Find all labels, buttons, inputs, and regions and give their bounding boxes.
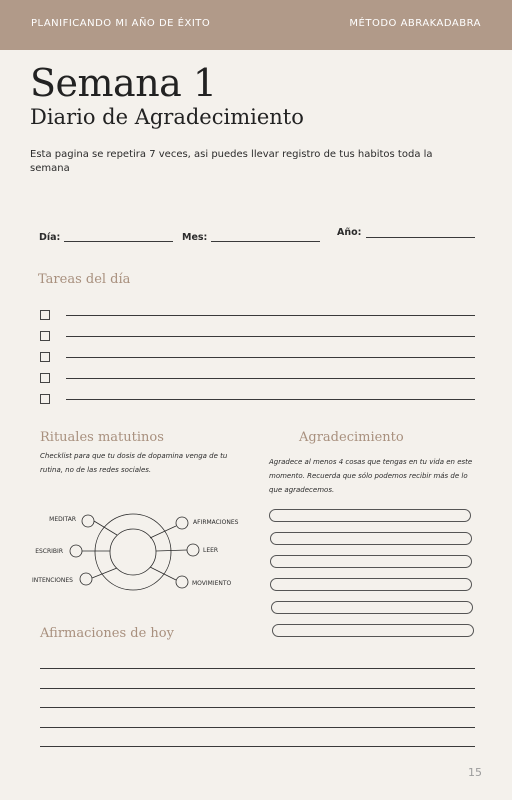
task-checkbox[interactable] bbox=[40, 331, 50, 341]
task-checkbox[interactable] bbox=[40, 310, 50, 320]
gratitude-entry-field[interactable] bbox=[269, 509, 471, 522]
ritual-intenciones-label: INTENCIONES bbox=[32, 577, 73, 584]
ritual-movimiento-checkbox[interactable] bbox=[176, 576, 188, 588]
ritual-movimiento-label: MOVIMIENTO bbox=[192, 580, 232, 587]
page-title: Semana 1 bbox=[30, 61, 217, 105]
header-bar bbox=[0, 0, 512, 50]
affirmation-line[interactable] bbox=[40, 727, 475, 728]
ritual-escribir-checkbox[interactable] bbox=[70, 545, 82, 557]
affirmations-section-title: Afirmaciones de hoy bbox=[40, 626, 174, 641]
ritual-leer-label: LEER bbox=[203, 547, 219, 554]
ritual-escribir-label: ESCRIBIR bbox=[35, 548, 63, 555]
gratitude-entry-field[interactable] bbox=[271, 601, 473, 614]
year-label: Año: bbox=[337, 227, 362, 238]
month-label: Mes: bbox=[182, 232, 208, 243]
task-checkbox[interactable] bbox=[40, 352, 50, 362]
rituals-note: Checklist para que tu dosis de dopamina venga de tu rutina, no de las redes sociales. bbox=[40, 452, 228, 474]
ritual-intenciones-checkbox[interactable] bbox=[80, 573, 92, 585]
tasks-section-title: Tareas del día bbox=[38, 272, 131, 287]
header-right-title: MÉTODO ABRAKADABRA bbox=[349, 18, 481, 29]
rituals-outer-ring bbox=[95, 514, 171, 590]
task-line[interactable] bbox=[66, 399, 475, 400]
ritual-meditar-label: MEDITAR bbox=[49, 516, 76, 523]
task-checkbox[interactable] bbox=[40, 373, 50, 383]
gratitude-section-title: Agradecimiento bbox=[299, 430, 404, 445]
task-line[interactable] bbox=[66, 357, 475, 358]
ritual-meditar-checkbox[interactable] bbox=[82, 515, 94, 527]
gratitude-entry-field[interactable] bbox=[270, 578, 472, 591]
task-line[interactable] bbox=[66, 336, 475, 337]
task-line[interactable] bbox=[66, 378, 475, 379]
page-number: 15 bbox=[468, 766, 482, 779]
gratitude-entry-field[interactable] bbox=[270, 555, 472, 568]
ritual-afirmaciones-label: AFIRMACIONES bbox=[193, 519, 239, 526]
day-label: Día: bbox=[39, 232, 61, 243]
month-field-line[interactable] bbox=[211, 241, 320, 242]
rituals-diagram bbox=[0, 500, 250, 600]
year-field-line[interactable] bbox=[366, 237, 475, 238]
task-line[interactable] bbox=[66, 315, 475, 316]
header-left-title: PLANIFICANDO MI AÑO DE ÉXITO bbox=[31, 18, 211, 29]
affirmation-line[interactable] bbox=[40, 668, 475, 669]
gratitude-entry-field[interactable] bbox=[270, 532, 472, 545]
affirmation-line[interactable] bbox=[40, 707, 475, 708]
affirmation-line[interactable] bbox=[40, 688, 475, 689]
day-field-line[interactable] bbox=[64, 241, 173, 242]
rituals-section-title: Rituales matutinos bbox=[40, 430, 164, 445]
intro-text: Esta pagina se repetira 7 veces, asi puedes llevar registro de tus habitos toda la semana bbox=[30, 149, 433, 174]
task-checkbox[interactable] bbox=[40, 394, 50, 404]
page-subtitle: Diario de Agradecimiento bbox=[30, 105, 304, 129]
ritual-leer-checkbox[interactable] bbox=[187, 544, 199, 556]
affirmation-line[interactable] bbox=[40, 746, 475, 747]
gratitude-entry-field[interactable] bbox=[272, 624, 474, 637]
ritual-afirmaciones-checkbox[interactable] bbox=[176, 517, 188, 529]
gratitude-note: Agradece al menos 4 cosas que tengas en tu vida en este momento. Recuerda que sólo podemos recibir más de lo que agradecemos. bbox=[269, 458, 473, 494]
